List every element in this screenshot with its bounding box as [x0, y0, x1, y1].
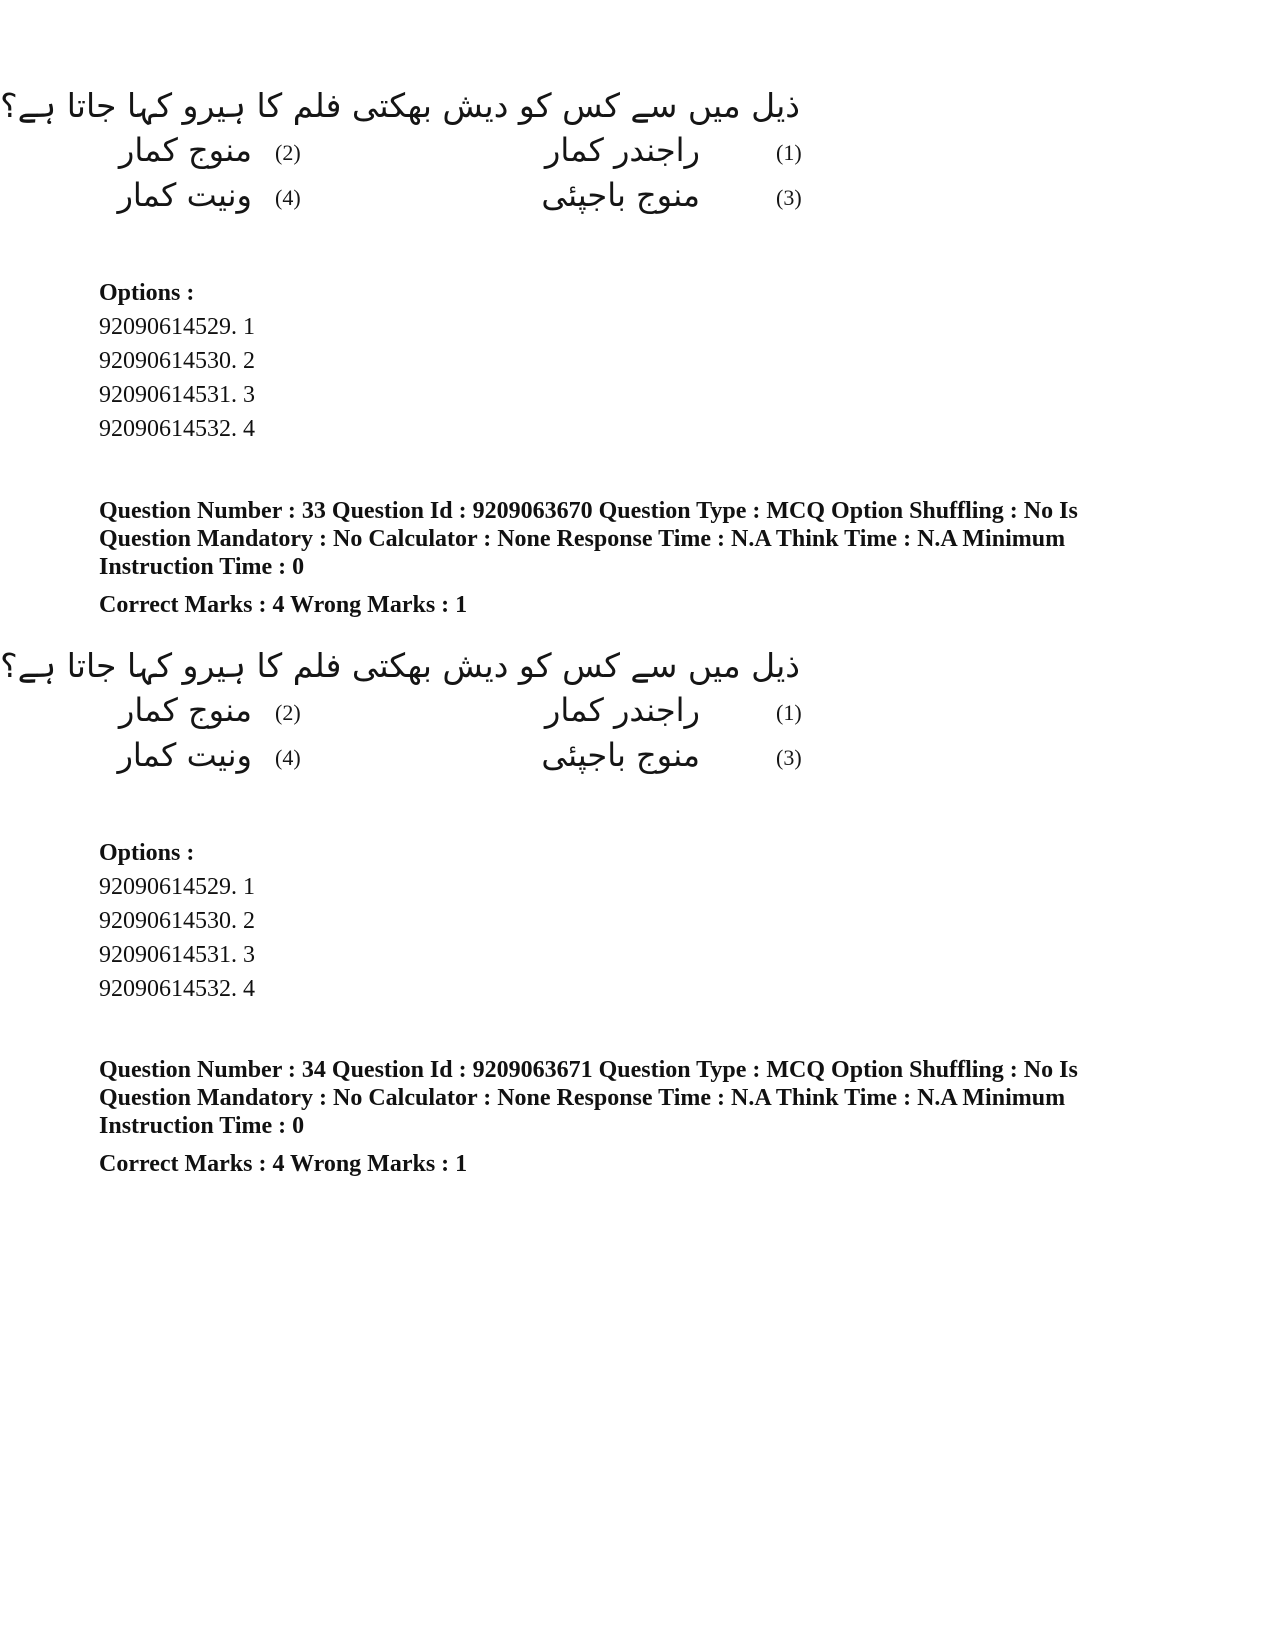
question-meta-line: Instruction Time : 0	[99, 554, 305, 580]
urdu-option-number: (3)	[776, 185, 802, 210]
question-meta-line: Question Mandatory : No Calculator : None Response Time : N.A Think Time : N.A Minimum	[99, 526, 1066, 552]
options-list	[99, 836, 255, 1006]
urdu-option-number: (2)	[275, 140, 301, 165]
urdu-option-number: (4)	[275, 185, 301, 210]
option-item: 92090614531. 3	[99, 942, 255, 968]
urdu-question-text: ذیل میں سے کس کو دیش بھکتی فلم کا ہیرو کہا جاتا ہے؟	[0, 646, 800, 685]
option-item: 92090614529. 1	[99, 874, 255, 900]
option-item: 92090614531. 3	[99, 382, 255, 408]
urdu-question-image	[0, 644, 820, 792]
urdu-option-number: (1)	[776, 140, 802, 165]
option-item: 92090614532. 4	[99, 416, 255, 442]
urdu-option-number: (2)	[275, 700, 301, 725]
options-heading: Options :	[99, 280, 195, 306]
urdu-option-text: راجندر کمار	[544, 691, 700, 729]
option-item: 92090614530. 2	[99, 908, 255, 934]
question-meta-line: Instruction Time : 0	[99, 1113, 305, 1139]
urdu-question-text: ذیل میں سے کس کو دیش بھکتی فلم کا ہیرو کہا جاتا ہے؟	[0, 86, 800, 125]
options-list	[99, 276, 255, 446]
urdu-option-text: ونیت کمار	[117, 736, 252, 774]
option-item: 92090614529. 1	[99, 314, 255, 340]
urdu-question-image	[0, 84, 820, 232]
options-heading: Options :	[99, 840, 195, 866]
question-meta-line: Question Number : 33 Question Id : 9209063670 Question Type : MCQ Option Shuffling : No Is	[99, 498, 1078, 524]
urdu-option-text: منوج باجپئی	[541, 736, 700, 774]
marks-line: Correct Marks : 4 Wrong Marks : 1	[99, 1151, 468, 1177]
urdu-option-text: راجندر کمار	[544, 131, 700, 169]
urdu-option-number: (4)	[275, 745, 301, 770]
urdu-option-text: منوج کمار	[118, 131, 252, 169]
question-meta	[99, 497, 1179, 581]
urdu-option-number: (3)	[776, 745, 802, 770]
urdu-option-number: (1)	[776, 700, 802, 725]
question-meta	[99, 1056, 1179, 1140]
option-item: 92090614532. 4	[99, 976, 255, 1002]
urdu-option-text: ونیت کمار	[117, 176, 252, 214]
marks-line: Correct Marks : 4 Wrong Marks : 1	[99, 592, 468, 618]
question-meta-line: Question Number : 34 Question Id : 9209063671 Question Type : MCQ Option Shuffling : No Is	[99, 1057, 1078, 1083]
option-item: 92090614530. 2	[99, 348, 255, 374]
question-meta-line: Question Mandatory : No Calculator : None Response Time : N.A Think Time : N.A Minimum	[99, 1085, 1066, 1111]
urdu-option-text: منوج باجپئی	[541, 176, 700, 214]
urdu-option-text: منوج کمار	[118, 691, 252, 729]
